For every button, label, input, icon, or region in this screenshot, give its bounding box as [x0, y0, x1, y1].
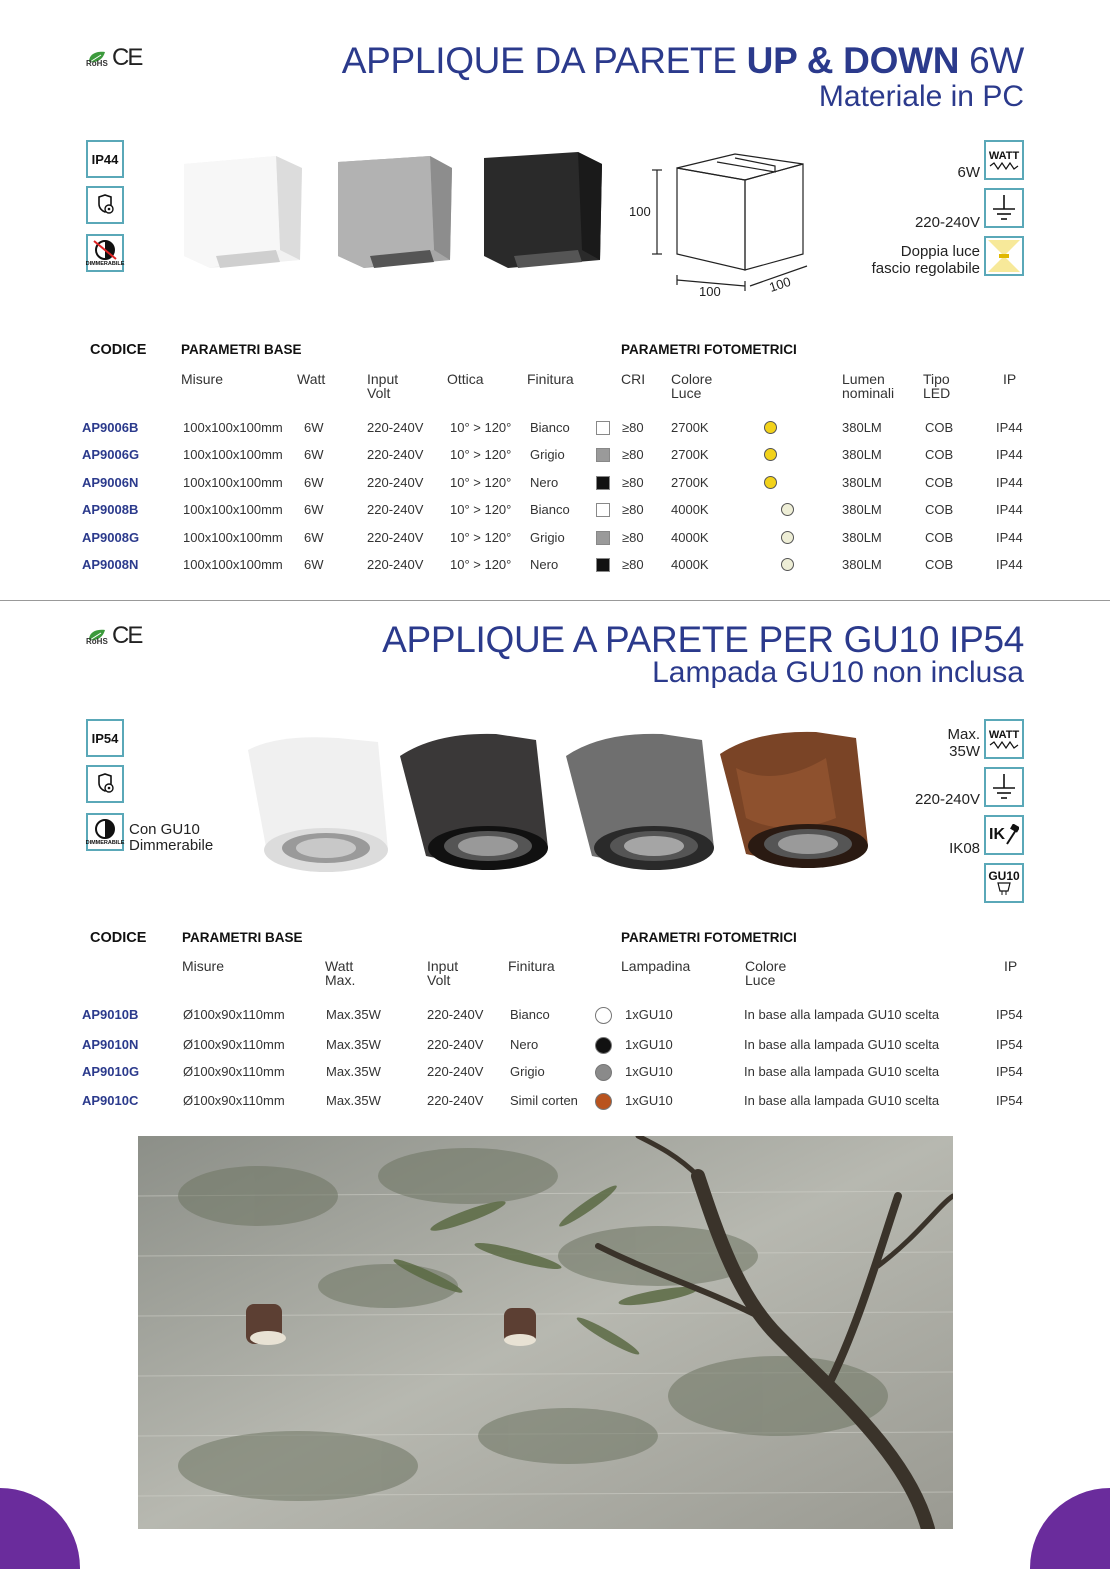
cell-cct: 2700K — [671, 447, 709, 462]
col-colore: Colore Luce — [671, 371, 713, 401]
cell-finitura: Nero — [530, 475, 559, 490]
dimmer-text: Con GU10 Dimmerabile — [129, 821, 214, 854]
watt-icon: WATT — [984, 719, 1024, 759]
rohs-label: RoHS — [86, 59, 108, 68]
cell-volt: 220-240V — [367, 557, 424, 572]
cell-ip: IP44 — [996, 447, 1023, 462]
col-watt: Watt — [297, 371, 326, 387]
product-code: AP9008N — [82, 557, 139, 572]
col-misure-2: Misure — [182, 958, 225, 974]
product-code: AP9006B — [82, 420, 139, 435]
finish-swatch — [596, 503, 610, 517]
cell-watt: 6W — [304, 557, 324, 572]
finish-color-dot — [595, 1007, 612, 1024]
cell-cct: 2700K — [671, 420, 709, 435]
cell-cct: 4000K — [671, 530, 709, 545]
lamp-grey-image — [562, 730, 722, 880]
finish-color-dot — [595, 1037, 612, 1054]
col-watt-2: Watt Max. — [325, 958, 356, 988]
cell-ottica: 10° > 120° — [450, 530, 512, 545]
cell-tipo: COB — [925, 530, 954, 545]
lamp-black-image — [396, 730, 556, 880]
cell-volt: 220-240V — [427, 1037, 484, 1052]
cell-ip: IP44 — [996, 420, 1023, 435]
product-code: AP9010N — [82, 1037, 139, 1052]
col-input: Input Volt — [367, 371, 399, 401]
cell-ottica: 10° > 120° — [450, 502, 512, 517]
cell-finitura: Bianco — [530, 420, 570, 435]
voltage-label: 220-240V — [914, 214, 980, 231]
cell-misure: 100x100x100mm — [183, 420, 283, 435]
cell-ip: IP54 — [996, 1064, 1023, 1079]
cell-ip: IP44 — [996, 475, 1023, 490]
cell-volt: 220-240V — [367, 447, 424, 462]
ik-label: IK08 — [949, 840, 980, 857]
parametri-fotometrici-header-2: PARAMETRI FOTOMETRICI — [621, 930, 797, 945]
finish-swatch — [596, 476, 610, 490]
section2-title: APPLIQUE A PARETE PER GU10 IP54 — [382, 619, 1024, 660]
cell-lumen: 380LM — [842, 530, 882, 545]
finish-color-dot — [595, 1064, 612, 1081]
cell-tipo: COB — [925, 475, 954, 490]
cell-misure: 100x100x100mm — [183, 475, 283, 490]
cell-colore: In base alla lampada GU10 scelta — [744, 1093, 940, 1108]
product-code: AP9010G — [82, 1064, 140, 1079]
cell-watt: 6W — [304, 530, 324, 545]
dimmable-icon: DIMMERABILE — [86, 813, 124, 851]
col-misure: Misure — [181, 371, 224, 387]
cell-misure: Ø100x90x110mm — [183, 1093, 285, 1108]
shield-gear-icon — [86, 765, 124, 803]
cell-ip: IP54 — [996, 1037, 1023, 1052]
finish-swatch — [596, 558, 610, 572]
beam-label: Doppia luce fascio regolabile — [871, 243, 980, 277]
product-code: AP9010C — [82, 1093, 139, 1108]
col-input-2: Input Volt — [427, 958, 459, 988]
cube-black-image — [478, 148, 608, 273]
section1-title: APPLIQUE DA PARETE UP & DOWN 6W — [341, 40, 1024, 81]
cell-volt: 220-240V — [367, 530, 424, 545]
watt-label: 6W — [957, 164, 980, 181]
parametri-fotometrici-header: PARAMETRI FOTOMETRICI — [621, 342, 797, 357]
cell-misure: 100x100x100mm — [183, 447, 283, 462]
light-color-dot — [764, 448, 777, 461]
cell-lampadina: 1xGU10 — [625, 1064, 673, 1079]
parametri-base-header-2: PARAMETRI BASE — [182, 930, 303, 945]
cell-watt: 6W — [304, 420, 324, 435]
gu10-icon: GU10 — [984, 863, 1024, 903]
shield-gear-icon — [86, 186, 124, 224]
dim-width: 100 — [699, 284, 721, 299]
cell-watt: Max.35W — [326, 1007, 381, 1022]
product-code: AP9010B — [82, 1007, 139, 1022]
cell-lumen: 380LM — [842, 447, 882, 462]
wall-scene-image — [138, 1136, 953, 1529]
product-code: AP9008B — [82, 502, 139, 517]
cell-lampadina: 1xGU10 — [625, 1007, 673, 1022]
ambient-photo — [138, 1136, 953, 1529]
cell-lumen: 380LM — [842, 557, 882, 572]
cell-ottica: 10° > 120° — [450, 475, 512, 490]
cell-ottica: 10° > 120° — [450, 557, 512, 572]
cell-finitura: Nero — [510, 1037, 539, 1052]
cell-cri: ≥80 — [622, 447, 644, 462]
cell-misure: Ø100x90x110mm — [183, 1064, 285, 1079]
cell-volt: 220-240V — [427, 1093, 484, 1108]
col-colore-2: Colore Luce — [745, 958, 787, 988]
light-color-dot — [764, 421, 777, 434]
finish-swatch — [596, 531, 610, 545]
col-finitura-2: Finitura — [508, 958, 555, 974]
cell-misure: 100x100x100mm — [183, 530, 283, 545]
section1-subtitle: Materiale in PC — [818, 80, 1024, 113]
col-lumen: Lumen nominali — [842, 371, 895, 401]
lamp-corten-image — [716, 728, 876, 878]
ce-mark: CE — [112, 44, 142, 71]
cell-lumen: 380LM — [842, 502, 882, 517]
earth-ground-icon — [984, 188, 1024, 228]
product-code: AP9006G — [82, 447, 140, 462]
lamp-white-image — [238, 730, 398, 880]
light-color-dot — [781, 558, 794, 571]
not-dimmable-icon: DIMMERABILE — [86, 234, 124, 272]
cell-watt: 6W — [304, 475, 324, 490]
cell-lumen: 380LM — [842, 420, 882, 435]
dimension-drawing — [625, 148, 815, 300]
cell-misure: Ø100x90x110mm — [183, 1037, 285, 1052]
cell-cri: ≥80 — [622, 420, 644, 435]
col-ottica: Ottica — [447, 371, 484, 387]
col-tipo: Tipo LED — [923, 371, 951, 401]
cell-volt: 220-240V — [427, 1007, 484, 1022]
cell-ip: IP54 — [996, 1007, 1023, 1022]
cell-watt: Max.35W — [326, 1064, 381, 1079]
ce-mark: CE — [112, 622, 142, 649]
finish-color-dot — [595, 1093, 612, 1110]
finish-swatch — [596, 448, 610, 462]
certifications — [86, 44, 141, 72]
cell-misure: 100x100x100mm — [183, 502, 283, 517]
cell-colore: In base alla lampada GU10 scelta — [744, 1064, 940, 1079]
cell-ottica: 10° > 120° — [450, 420, 512, 435]
cell-colore: In base alla lampada GU10 scelta — [744, 1037, 940, 1052]
cell-cct: 2700K — [671, 475, 709, 490]
cube-grey-image — [330, 150, 460, 275]
cell-volt: 220-240V — [367, 420, 424, 435]
cell-ip: IP44 — [996, 557, 1023, 572]
light-color-dot — [781, 503, 794, 516]
corner-decoration-left — [0, 1488, 80, 1569]
cell-watt: Max.35W — [326, 1037, 381, 1052]
cell-misure: Ø100x90x110mm — [183, 1007, 285, 1022]
col-ip: IP — [1003, 371, 1017, 387]
cell-finitura: Grigio — [530, 447, 565, 462]
cell-watt: 6W — [304, 447, 324, 462]
cell-lumen: 380LM — [842, 475, 882, 490]
watt-icon: WATT — [984, 140, 1024, 180]
product-code: AP9006N — [82, 475, 139, 490]
cell-volt: 220-240V — [427, 1064, 484, 1079]
cell-tipo: COB — [925, 447, 954, 462]
certifications-2 — [86, 622, 141, 650]
rohs-label: RoHS — [86, 637, 108, 646]
cell-finitura: Grigio — [510, 1064, 545, 1079]
cell-finitura: Simil corten — [510, 1093, 578, 1108]
codice-header-2: CODICE — [90, 930, 147, 946]
earth-ground-icon — [984, 767, 1024, 807]
parametri-base-header: PARAMETRI BASE — [181, 342, 302, 357]
voltage-label: 220-240V — [914, 791, 980, 808]
cell-tipo: COB — [925, 502, 954, 517]
dim-height: 100 — [629, 204, 651, 219]
cell-tipo: COB — [925, 557, 954, 572]
col-finitura: Finitura — [527, 371, 574, 387]
product-code: AP9008G — [82, 530, 140, 545]
cell-colore: In base alla lampada GU10 scelta — [744, 1007, 940, 1022]
cell-cct: 4000K — [671, 557, 709, 572]
col-ip-2: IP — [1004, 958, 1018, 974]
cell-finitura: Grigio — [530, 530, 565, 545]
cube-white-image — [176, 150, 311, 275]
cell-volt: 220-240V — [367, 475, 424, 490]
ip54-icon: IP54 — [86, 719, 124, 757]
cell-ip: IP54 — [996, 1093, 1023, 1108]
cell-cri: ≥80 — [622, 557, 644, 572]
cell-cct: 4000K — [671, 502, 709, 517]
watt-label: Max. 35W — [947, 726, 980, 760]
section2-subtitle: Lampada GU10 non inclusa — [652, 656, 1024, 689]
cell-cri: ≥80 — [622, 530, 644, 545]
section-divider — [0, 600, 1110, 601]
cell-ip: IP44 — [996, 530, 1023, 545]
corner-decoration-right — [1030, 1488, 1110, 1569]
cell-cri: ≥80 — [622, 475, 644, 490]
light-color-dot — [781, 531, 794, 544]
cell-volt: 220-240V — [367, 502, 424, 517]
cell-finitura: Nero — [530, 557, 559, 572]
double-beam-icon — [984, 236, 1024, 276]
cell-finitura: Bianco — [510, 1007, 550, 1022]
col-lampadina: Lampadina — [621, 958, 691, 974]
ik-hammer-icon: IK — [984, 815, 1024, 855]
ip44-icon: IP44 — [86, 140, 124, 178]
cell-cri: ≥80 — [622, 502, 644, 517]
cell-lampadina: 1xGU10 — [625, 1093, 673, 1108]
col-cri: CRI — [621, 371, 646, 387]
cell-misure: 100x100x100mm — [183, 557, 283, 572]
cell-tipo: COB — [925, 420, 954, 435]
cell-finitura: Bianco — [530, 502, 570, 517]
codice-header: CODICE — [90, 342, 147, 358]
dim-depth: 100 — [767, 273, 793, 295]
cell-ip: IP44 — [996, 502, 1023, 517]
light-color-dot — [764, 476, 777, 489]
cell-watt: 6W — [304, 502, 324, 517]
finish-swatch — [596, 421, 610, 435]
cell-watt: Max.35W — [326, 1093, 381, 1108]
cell-ottica: 10° > 120° — [450, 447, 512, 462]
cell-lampadina: 1xGU10 — [625, 1037, 673, 1052]
